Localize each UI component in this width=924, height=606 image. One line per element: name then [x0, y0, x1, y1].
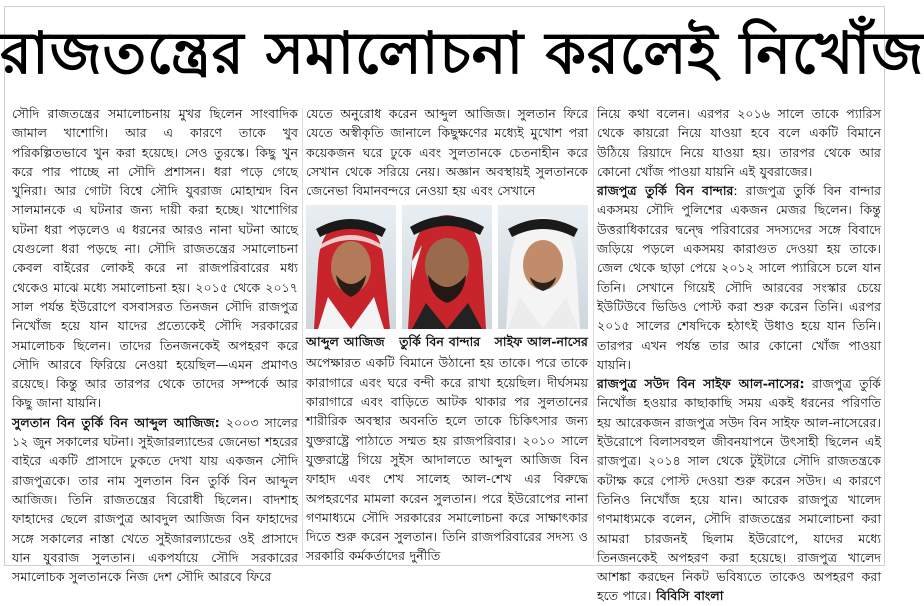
column-divider — [302, 108, 303, 558]
paragraph-text: অপেক্ষারত একটি বিমানে উঠানো হয় তাকে। পরে তাকে কারাগারে এবং ঘরে বন্দী করে রাখা হয়েছিল। দীর্ঘসময় কারাগারে এবং বাড়িতে আটক থাকার পর সুলতানের শারীরিক অবস্থার অবনতি হলে তাকে চিকিৎসার জন্য যুক্তরাষ্ট্রে পাঠাতে সম্মত হয় রাজপরিবার। ২০১০ সালে যুক্তরাষ্ট্রে গিয়ে সুইস আদালতে আব্দুল আজিজ বিন ফাহাদ এবং শেখ সালেহ আল-শেখ এর বিরুদ্ধে অপহরণের মামলা করেন সুলতান। পরে ইউরোপের নানা গণমাধ্যমে সৌদি সরকারের সমালোচনা করে সাক্ষাৎকার দিতে শুরু করেন সুলতান। তিনি রাজপরিবারের সদস্য ও সরকারি কর্মকর্তাদের দুর্নীতি — [306, 355, 588, 564]
column-1 — [12, 104, 298, 585]
caption-turki-bin-bandar: তুর্কি বিন বান্দার — [399, 334, 481, 350]
paragraph-text: নিয়ে কথা বলেন। এরপর ২০১৬ সালে তাকে প্যারিস থেকে কায়রো নিয়ে যাওয়া হবে বলে একটি বিমানে উঠিয়ে রিয়াদে নিয়ে যাওয়া হয়। তারপর থেকে আর কোনো খোঁজ পাওয়া যায়নি এই যুবরাজের। — [597, 106, 881, 179]
paragraph — [306, 353, 588, 565]
portrait-photo-2 — [402, 205, 492, 329]
paragraph-text: রাজপুত্র তুর্কি নিখোঁজ হওয়ার কাছাকাছি সময় একই ধরনের পরিণতি হয় আরেকজন রাজপুত্র সউদ বিন সাইফ আল-নাসেরের। ইউরোপে বিলাসবহুল জীবনযাপনে উৎসাহী ছিলেন এই রাজপুত্র। ২০১৪ সাল থেকে টুইটারে সৌদি রাজতন্ত্রকে কটাক্ষ করে পোস্ট দেওয়া শুরু করেন সউদ। এ কারণে তিনিও নিখোঁজ হয়ে যান। আরেক রাজপুত্র খালেদ গণমাধ্যমকে বলেন, সৌদি রাজতন্ত্রের সমালোচনা করা আমরা চারজনই ছিলাম ইউরোপে, যাদের মধ্যে তিনজনকেই অপহরণ করা হয়েছে। রাজপুত্র খালেদ আশঙ্কা করছেন নিকট ভবিষ্যতে তাকেও অপহরণ করা হতে পারে। — [597, 376, 881, 604]
portrait-captions — [306, 331, 588, 353]
column-divider — [593, 108, 594, 558]
paragraph — [306, 104, 588, 200]
portrait-photo-3 — [498, 205, 588, 329]
headline: রাজতন্ত্রের সমালোচনা করলেই নিখোঁজ — [0, 19, 924, 87]
caption-saif-al-nasser: সাইফ আল-নাসের — [494, 334, 588, 350]
paragraph-text: ২০০৩ সালের ১২ জুন সকালের ঘটনা। সুইজারল্যান্ডের জেনেভা শহরের বাইরে একটি প্রাসাদে ঢুকতে দেখা যায় একজন সৌদি রাজপুত্রকে। তার নাম সুলতান বিন তুর্কি বিন আব্দুল আজিজ। তিনি রাজতন্ত্রের বিরোধী ছিলেন। বাদশাহ ফাহাদের ছেলে রাজপুত্র আবদুল আজিজ বিন ফাহাদের সঙ্গে সকালের নাস্তা খেতে সুইজারল্যান্ডের ওই প্রাসাদে যান যুবরাজ সুলতান। একপর্যায়ে সৌদি সরকারের সমালোচক সুলতানকে নিজ দেশ সৌদি আরবে ফিরে — [12, 414, 298, 585]
paragraph-text: সৌদি রাজতন্ত্রের সমালোচনায় মুখর ছিলেন সাংবাদিক জামাল খাশোগি। আর এ কারণে তাকে খুব পরিকল্পিতভাবে খুন করা হয়েছে। সেও তুরস্কে। কিছু খুন করে পার পাচ্ছে না সৌদি প্রশাসন। ধরা পড়ে গেছে খুনিরা। আর গোটা বিশ্বে সৌদি যুবরাজ মোহাম্মদ বিন সালমানকে এ ঘটনার জন্য দায়ী করা হচ্ছে। খাশোগির ঘটনা ধরা পড়লেও এ ধরনের আরও নানা ঘটনা আছে যেগুলো ধরা পড়ছে না। সৌদি রাজতন্ত্রের সমালোচনা কেবল বাইরের লোকই করে না রাজপরিবারের মধ্য থেকেও মাঝে মধ্যে সমালোচনা হয়। ২০১৫ থেকে ২০১৭ সাল পর্যন্ত ইউরোপে বসবাসরত তিনজন সৌদি রাজপুত্র নিখোঁজ হয়ে যান যাদের প্রত্যেকেই সৌদি সরকারের সমালোচক ছিলেন। তাদের তিনজনকেই অপহরণ করে সৌদি আরবে ফিরিয়ে নেওয়া হয়েছিল—এমন প্রমাণও রয়েছে। কিন্তু আর তারপর থেকে তাদের সম্পর্কে আর কিছু জানা যায়নি। — [12, 106, 298, 411]
subhead-sultan: সুলতান বিন তুর্কি বিন আব্দুল আজিজ: — [12, 414, 220, 430]
paragraph — [597, 181, 881, 374]
paragraph — [597, 104, 881, 181]
paragraph — [12, 104, 298, 413]
column-2 — [306, 104, 588, 566]
paragraph — [12, 413, 298, 587]
source-credit: বিবিসি বাংলা — [651, 588, 724, 604]
paragraph-text: যেতে অনুরোধ করেন আব্দুল আজিজ। সুলতান ফিরে যেতে অস্বীকৃতি জানালে কিছুক্ষণের মধ্যেই মুখোশ পরা কয়েকজন ঘরে ঢুকে এবং সুলতানকে চেতনাহীন করে সেখান থেকে সরিয়ে নেয়। অজ্ঞান অবস্থায়ই সুলতানকে জেনেভা বিমানবন্দরে নেওয়া হয় এবং সেখানে — [306, 106, 588, 199]
portrait-strip — [306, 205, 588, 329]
column-3 — [597, 104, 881, 604]
portrait-photo-1 — [306, 205, 396, 329]
subhead-saud: রাজপুত্র সউদ বিন সাইফ আল-নাসের: — [597, 376, 805, 392]
paragraph-text: : রাজপুত্র তুর্কি বিন বান্দার একসময় সৌদি পুলিশের একজন মেজর ছিলেন। কিন্তু উত্তরাধিকারের দ্বন্দ্বে পরিবারের সদস্যদের সঙ্গে বিবাদে জড়িয়ে পড়লে একসময় কারাগুত দেওয়া হয় তাকে। জেল থেকে ছাড়া পেয়ে ২০১২ সালে প্যারিসে চলে যান তিনি। সেখানে গিয়েই সৌদি আরবের সংস্কার চেয়ে ইউটিউবে ভিডিও পোস্ট করা শুরু করেন তিনি। এরপর ২০১৫ সালের শেষদিকে হঠাৎই উধাও হয়ে যান তিনি। তারপর এখন পর্যন্ত তার আর কোনো খোঁজ পাওয়া যায়নি। — [597, 183, 881, 372]
subhead-turki: রাজপুত্র তুর্কি বিন বান্দার — [597, 183, 734, 199]
caption-abdul-aziz: আব্দুল আজিজ — [306, 334, 385, 350]
paragraph — [597, 374, 881, 606]
